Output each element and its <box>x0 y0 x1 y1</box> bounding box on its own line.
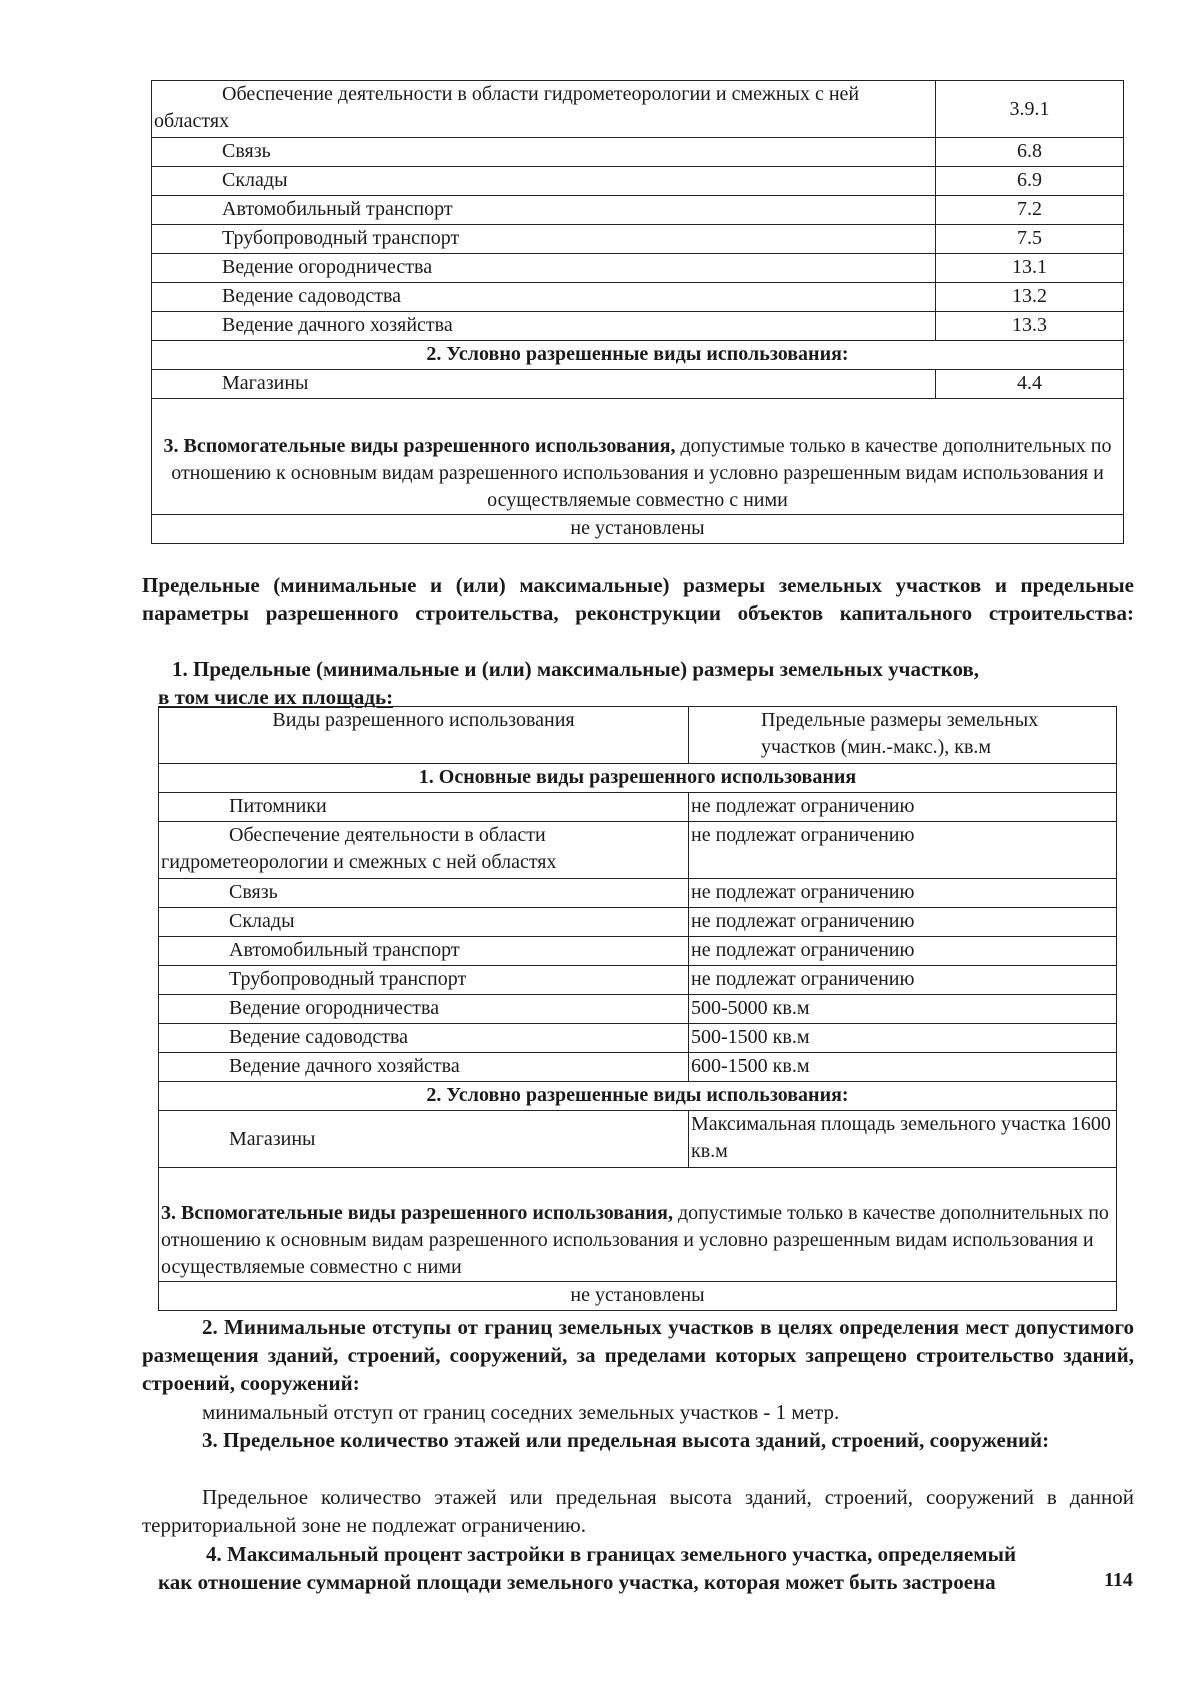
use-code-cell: 13.3 <box>936 312 1124 341</box>
land-plot-size-table <box>158 706 1117 1311</box>
table-row <box>152 225 1124 254</box>
use-name-cell: Магазины <box>159 1111 689 1168</box>
use-code-cell: 7.2 <box>936 196 1124 225</box>
subsection-2-text: минимальный отступ от границ соседних земельных участков - 1 метр. <box>202 1400 840 1424</box>
main-uses-header: 1. Основные виды разрешенного использования <box>159 764 1117 793</box>
table-row <box>152 283 1124 312</box>
size-limit-cell: 600-1500 кв.м <box>689 1053 1117 1082</box>
use-name-cell: Связь <box>152 138 936 167</box>
subsection-1-heading: 1. Предельные (минимальные и (или) максимальные) размеры земельных участков, <box>172 657 980 681</box>
conditional-uses-header: 2. Условно разрешенные виды использования: <box>159 1082 1117 1111</box>
section-header-row <box>152 399 1124 515</box>
subsection-2-heading: 2. Минимальные отступы от границ земельных участков в целях определения мест допустимого размещения зданий, строений, сооружений, за пределами которых запрещено строительство зданий, строений, сооружений: <box>142 1315 1134 1395</box>
table-header-row <box>159 707 1117 764</box>
table-row <box>159 1053 1117 1082</box>
use-name-cell: Склады <box>152 167 936 196</box>
use-code-cell: 6.8 <box>936 138 1124 167</box>
size-limit-cell: не подлежат ограничению <box>689 793 1117 822</box>
section-heading: Предельные (минимальные и (или) максимальные) размеры земельных участков и предельные параметры разрешенного строительства, реконструкции объектов капитального строительства: <box>142 573 1134 625</box>
size-limit-cell: 500-1500 кв.м <box>689 1024 1117 1053</box>
section-header-row <box>152 341 1124 370</box>
land-use-codes-table <box>151 80 1124 544</box>
section-header-row <box>159 1168 1117 1282</box>
use-code-cell: 6.9 <box>936 167 1124 196</box>
use-code-cell: 3.9.1 <box>936 81 1124 138</box>
use-name-cell: Склады <box>159 908 689 937</box>
size-limit-cell: Максимальная площадь земельного участка 1600 кв.м <box>689 1111 1117 1168</box>
table-row <box>159 995 1117 1024</box>
use-name-cell: Трубопроводный транспорт <box>152 225 936 254</box>
use-code-cell: 13.1 <box>936 254 1124 283</box>
table-row <box>159 966 1117 995</box>
table-row <box>159 1111 1117 1168</box>
section-header-row <box>159 1082 1117 1111</box>
table-row <box>159 793 1117 822</box>
auxiliary-uses-value: не установлены <box>159 1282 1117 1311</box>
use-name-cell: Связь <box>159 879 689 908</box>
use-name-cell: Автомобильный транспорт <box>159 937 689 966</box>
use-name-cell: Магазины <box>152 370 936 399</box>
use-name-cell: Ведение дачного хозяйства <box>152 312 936 341</box>
use-code-cell: 7.5 <box>936 225 1124 254</box>
size-limit-cell: не подлежат ограничению <box>689 908 1117 937</box>
table-row <box>152 167 1124 196</box>
auxiliary-uses-header <box>159 1168 1117 1282</box>
table-row <box>159 822 1117 879</box>
size-limit-cell: не подлежат ограничению <box>689 879 1117 908</box>
use-name-cell: Питомники <box>159 793 689 822</box>
table-row <box>159 937 1117 966</box>
use-name-cell: Ведение садоводства <box>152 283 936 312</box>
table-row <box>152 254 1124 283</box>
size-limit-cell: не подлежат ограничению <box>689 966 1117 995</box>
use-name-cell: Обеспечение деятельности в области гидрометеорологии и смежных с ней областях <box>152 81 936 138</box>
use-name-cell: Автомобильный транспорт <box>152 196 936 225</box>
table-row <box>152 515 1124 544</box>
table-row <box>159 1282 1117 1311</box>
use-name-cell: Ведение огородничества <box>159 995 689 1024</box>
table-row <box>159 1024 1117 1053</box>
subsection-4-heading: 4. Максимальный процент застройки в границах земельного участка, определяемый <box>206 1542 1017 1566</box>
subsection-1-heading-cont: в том числе их площадь: <box>158 685 394 709</box>
auxiliary-uses-header <box>152 399 1124 515</box>
subsection-3-text: Предельное количество этажей или предельная высота зданий, строений, сооружений в данной территориальной зоне не подлежат ограничению. <box>142 1485 1134 1537</box>
auxiliary-uses-title: 3. Вспомогательные виды разрешенного использования, <box>161 1202 673 1224</box>
auxiliary-uses-title: 3. Вспомогательные виды разрешенного использования, <box>163 435 676 457</box>
use-name-cell: Ведение дачного хозяйства <box>159 1053 689 1082</box>
table-row <box>159 879 1117 908</box>
auxiliary-uses-description: допустимые только в качестве дополнительных по отношению к основным видам разрешенного использования и условно разрешенным видам использования и осуществляемые совместно с ними <box>171 435 1112 511</box>
use-name-cell: Обеспечение деятельности в области гидрометеорологии и смежных с ней областях <box>159 822 689 879</box>
use-name-cell: Трубопроводный транспорт <box>159 966 689 995</box>
conditional-uses-header: 2. Условно разрешенные виды использования: <box>152 341 1124 370</box>
table-row <box>152 370 1124 399</box>
size-limit-cell: не подлежат ограничению <box>689 822 1117 879</box>
column-header-size-limits: Предельные размеры земельных участков (мин.-макс.), кв.м <box>689 707 1117 764</box>
use-name-cell: Ведение огородничества <box>152 254 936 283</box>
size-limit-cell: 500-5000 кв.м <box>689 995 1117 1024</box>
size-limit-cell: не подлежат ограничению <box>689 937 1117 966</box>
use-code-cell: 4.4 <box>936 370 1124 399</box>
auxiliary-uses-value: не установлены <box>152 515 1124 544</box>
column-header-use-type: Виды разрешенного использования <box>159 707 689 764</box>
table-row <box>152 81 1124 138</box>
use-code-cell: 13.2 <box>936 283 1124 312</box>
subsection-3-heading: 3. Предельное количество этажей или предельная высота зданий, строений, сооружений: <box>202 1428 1050 1452</box>
table-row <box>159 908 1117 937</box>
table-row <box>152 196 1124 225</box>
section-header-row <box>159 764 1117 793</box>
subsection-4-heading-cont: как отношение суммарной площади земельного участка, которая может быть застроена <box>158 1570 996 1594</box>
table-row <box>152 312 1124 341</box>
auxiliary-uses-description: допустимые только в качестве дополнительных по отношению к основным видам разрешенного использования и условно разрешенным видам использования и осуществляемые совместно с ними <box>161 1202 1109 1278</box>
use-name-cell: Ведение садоводства <box>159 1024 689 1053</box>
table-row <box>152 138 1124 167</box>
page-number: 114 <box>1104 1569 1133 1591</box>
